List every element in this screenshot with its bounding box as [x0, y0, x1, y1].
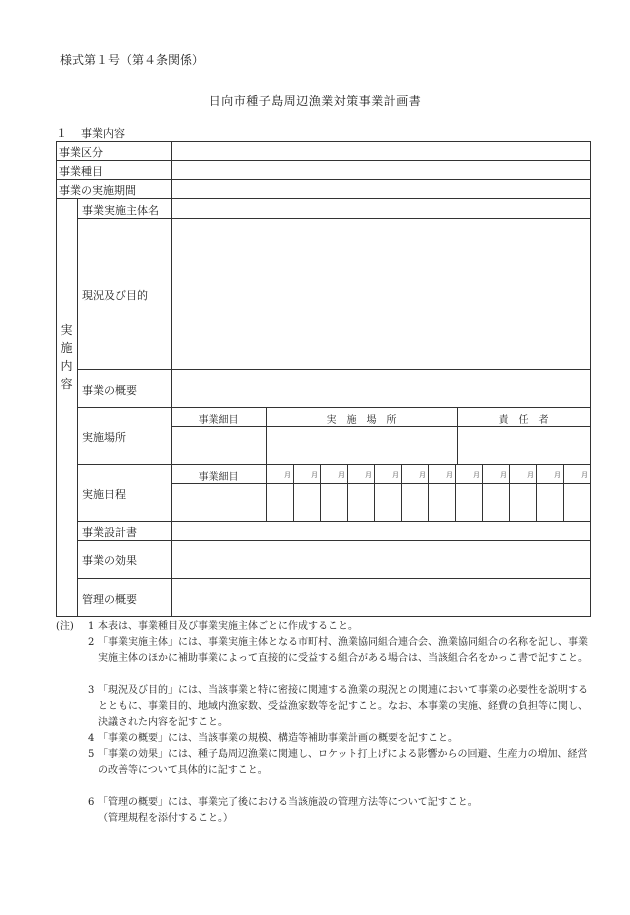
label-schedule: 実施日程 [82, 488, 126, 501]
label-status-purpose: 現況及び目的 [82, 289, 148, 302]
section-heading [56, 125, 125, 141]
note-number: 1 [88, 621, 95, 632]
note-number: 4 [88, 733, 95, 744]
label-category: 事業区分 [59, 146, 103, 159]
table-border-top [56, 141, 591, 142]
table-divider [77, 198, 78, 617]
vertical-label-char: 内 [60, 359, 73, 373]
month-header: 月 [500, 471, 507, 479]
month-column-divider [401, 464, 402, 521]
month-header: 月 [311, 471, 318, 479]
month-header: 月 [365, 471, 372, 479]
month-header: 月 [473, 471, 480, 479]
month-header: 月 [338, 471, 345, 479]
month-column-divider [320, 464, 321, 521]
note-number: 3 [88, 685, 95, 696]
month-header: 月 [554, 471, 561, 479]
note-text: 本表は、事業種目及び事業実施主体ごとに作成すること。 [98, 621, 358, 632]
location-person-header: 責 任 者 [498, 415, 549, 426]
schedule-detail-header: 事業細目 [198, 472, 239, 483]
document-title: 日向市種子島周辺漁業対策事業計画書 [208, 94, 422, 108]
month-column-divider [482, 464, 483, 521]
note-attachment-text: （管理規程を添付すること。） [98, 813, 233, 824]
table-rule [171, 426, 591, 427]
table-rule [77, 521, 591, 522]
label-location: 実施場所 [82, 431, 126, 444]
table-rule [56, 179, 591, 180]
label-design-doc: 事業設計書 [82, 526, 137, 539]
month-header: 月 [446, 471, 453, 479]
label-overview: 事業の概要 [82, 384, 137, 397]
month-column-divider [374, 464, 375, 521]
location-detail-header: 事業細目 [198, 415, 239, 426]
vertical-label-char: 容 [60, 377, 73, 391]
table-rule [77, 464, 591, 465]
table-rule [77, 218, 591, 219]
month-header: 月 [527, 471, 534, 479]
plan-form-table [56, 141, 591, 617]
table-rule [77, 369, 591, 370]
note-number: 2 [88, 637, 95, 648]
month-column-divider [563, 464, 564, 521]
month-column-divider [347, 464, 348, 521]
label-period: 事業の実施期間 [59, 184, 136, 197]
month-header: 月 [419, 471, 426, 479]
vertical-label-char: 実 [60, 323, 73, 337]
label-management: 管理の概要 [82, 593, 137, 606]
note-number: 5 [88, 749, 95, 760]
section-title: 事業内容 [81, 127, 125, 140]
label-implementation-content [56, 321, 77, 393]
section-number: １ [56, 127, 67, 140]
vertical-label-char: 施 [60, 341, 73, 355]
month-column-divider [293, 464, 294, 521]
note-text: 「事業の効果」には、種子島周辺漁業に関連し、ロケット打上げによる影響からの回避、生産力の増加、経営の改善等について具体的に記すこと。 [98, 749, 588, 776]
table-rule [77, 540, 591, 541]
form-label: 様式第１号（第４条関係） [60, 53, 205, 67]
note-number: 6 [88, 797, 95, 808]
month-column-divider [428, 464, 429, 521]
note-text: 「事業実施主体」には、事業実施主体となる市町村、漁業協同組合連合会、漁業協同組合の名称を記し、事業実施主体のほかに補助事業によって直接的に受益する組合がある場合は、当該組合名をかっこ書で記すこと。 [98, 637, 588, 664]
table-border-bottom [56, 616, 591, 617]
notes-heading: (注) [56, 621, 74, 632]
label-implementer: 事業実施主体名 [82, 204, 159, 217]
table-rule [56, 160, 591, 161]
label-effect: 事業の効果 [82, 554, 137, 567]
table-rule [77, 407, 591, 408]
label-type: 事業種目 [59, 165, 103, 178]
table-rule [77, 578, 591, 579]
month-column-divider [509, 464, 510, 521]
table-border-right [590, 141, 591, 617]
month-header: 月 [392, 471, 399, 479]
note-text: 「現況及び目的」には、当該事業と特に密接に関連する漁業の現況との関連において事業の必要性を説明するとともに、事業目的、地域内漁家数、受益漁家数等を記すこと。なお、本事業の実施、経費の負担等に関し、決議された内容を記すこと。 [98, 685, 588, 728]
month-column-divider [536, 464, 537, 521]
note-text: 「管理の概要」には、事業完了後における当該施設の管理方法等について記すこと。 [98, 797, 478, 808]
table-rule [171, 483, 591, 484]
month-column-divider [455, 464, 456, 521]
location-place-header: 実 施 場 所 [326, 415, 397, 426]
month-header: 月 [284, 471, 291, 479]
month-header: 月 [581, 471, 588, 479]
table-divider [171, 141, 172, 617]
table-rule [56, 198, 591, 199]
month-column-divider [266, 464, 267, 521]
note-text: 「事業の概要」には、当該事業の規模、構造等補助事業計画の概要を記すこと。 [98, 733, 458, 744]
